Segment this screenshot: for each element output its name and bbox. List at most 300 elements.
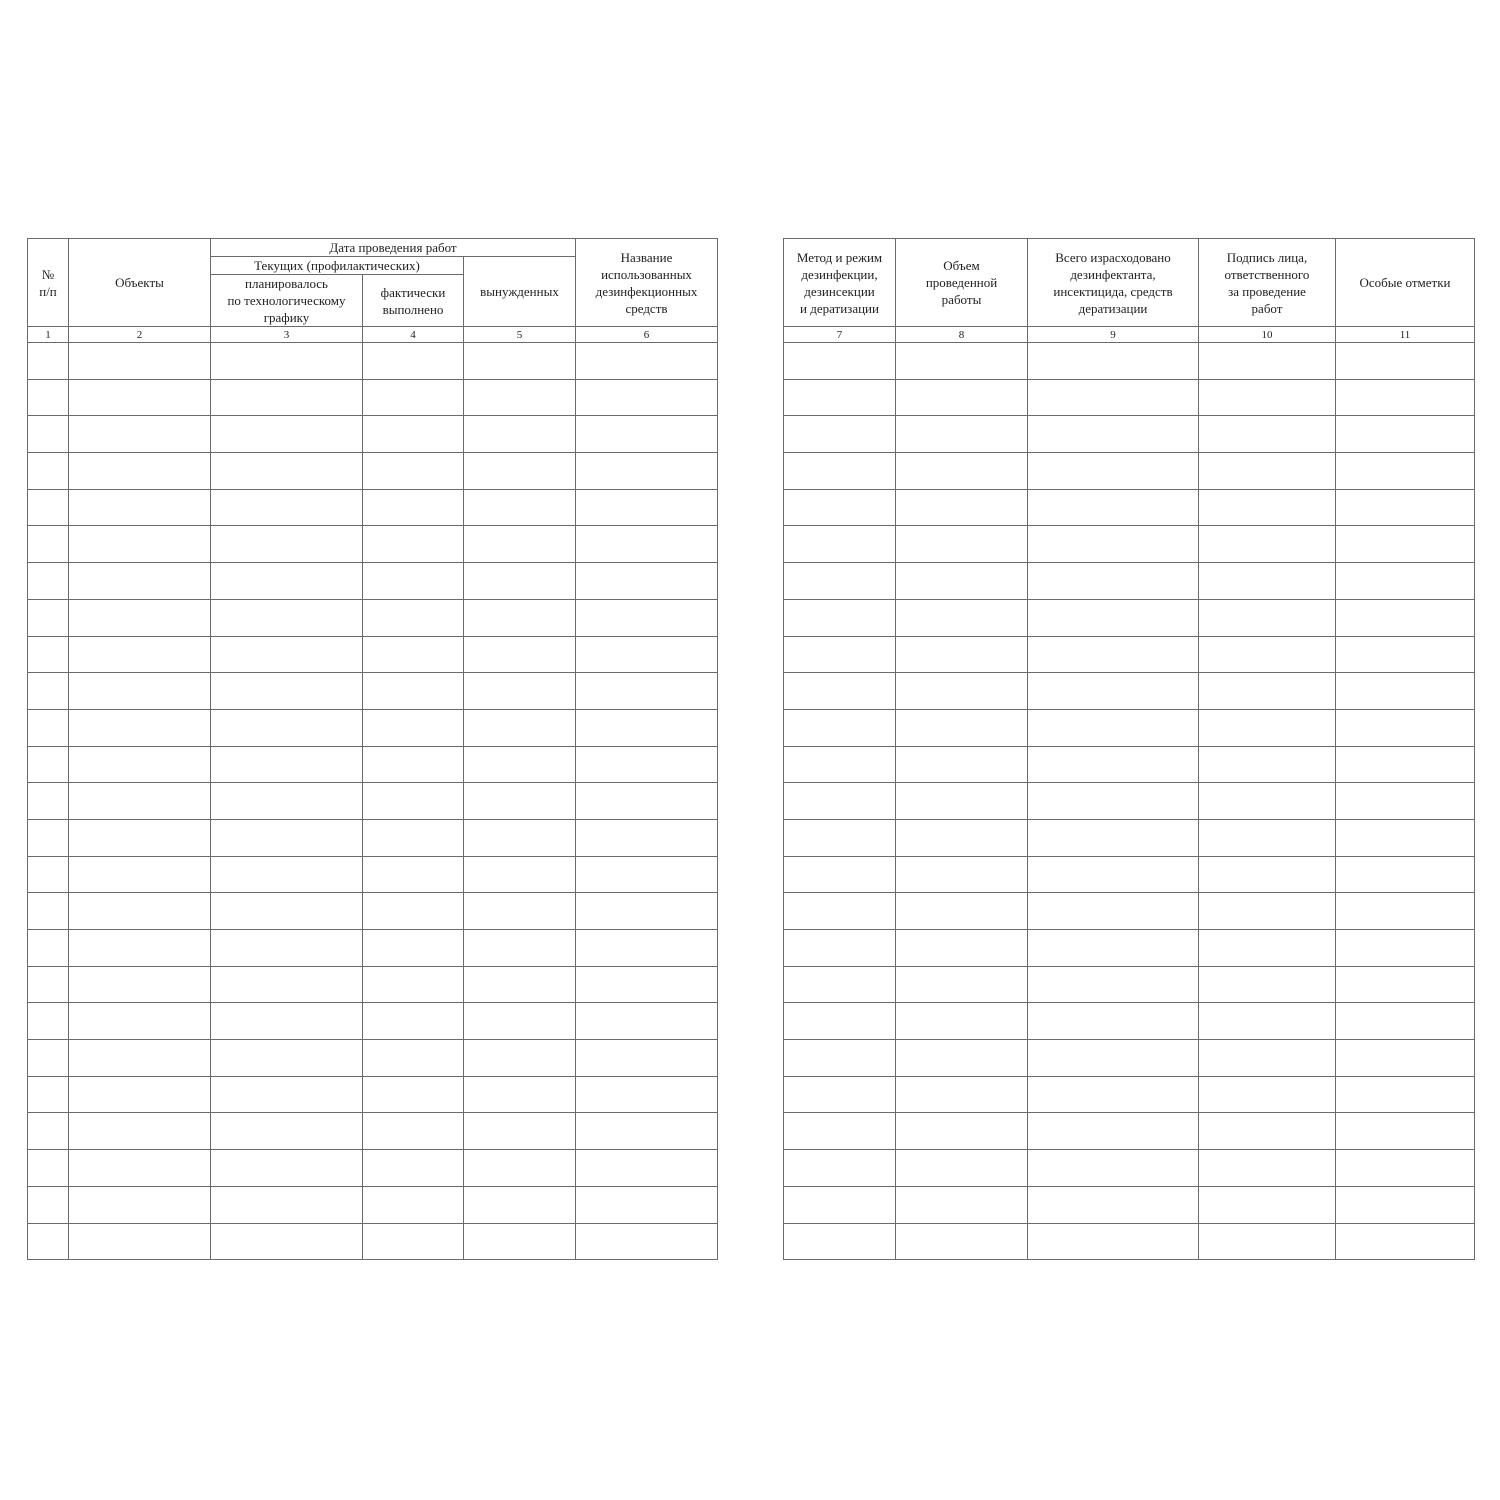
- left-blank-cell[interactable]: [69, 819, 211, 856]
- left-table-row: [28, 1150, 718, 1187]
- right-blank-cell[interactable]: [1199, 1150, 1336, 1187]
- right-blank-cell[interactable]: [784, 599, 896, 636]
- left-blank-cell[interactable]: [363, 819, 464, 856]
- right-blank-cell[interactable]: [896, 1223, 1028, 1260]
- right-blank-cell[interactable]: [1336, 1186, 1475, 1223]
- left-blank-cell[interactable]: [211, 856, 363, 893]
- left-blank-cell[interactable]: [464, 416, 576, 453]
- right-blank-cell[interactable]: [896, 966, 1028, 1003]
- right-blank-cell[interactable]: [1336, 563, 1475, 600]
- right-blank-cell[interactable]: [1199, 856, 1336, 893]
- right-blank-cell[interactable]: [1336, 856, 1475, 893]
- left-blank-cell[interactable]: [576, 783, 718, 820]
- left-blank-cell[interactable]: [69, 636, 211, 673]
- left-blank-cell[interactable]: [464, 1003, 576, 1040]
- right-blank-cell[interactable]: [896, 599, 1028, 636]
- left-blank-cell[interactable]: [363, 636, 464, 673]
- right-blank-cell[interactable]: [784, 1150, 896, 1187]
- right-table-row: [784, 1076, 1475, 1113]
- right-blank-cell[interactable]: [1336, 416, 1475, 453]
- right-table-row: [784, 599, 1475, 636]
- left-blank-cell[interactable]: [69, 746, 211, 783]
- right-blank-cell[interactable]: [896, 819, 1028, 856]
- left-blank-cell[interactable]: [464, 526, 576, 563]
- left-blank-cell[interactable]: [69, 563, 211, 600]
- left-blank-cell[interactable]: [28, 930, 69, 967]
- left-table-row: [28, 526, 718, 563]
- right-blank-cell[interactable]: [896, 783, 1028, 820]
- right-blank-cell[interactable]: [784, 673, 896, 710]
- left-blank-cell[interactable]: [28, 709, 69, 746]
- right-blank-cell[interactable]: [1028, 636, 1199, 673]
- left-blank-cell[interactable]: [363, 453, 464, 490]
- right-blank-cell[interactable]: [896, 563, 1028, 600]
- left-blank-cell[interactable]: [576, 1150, 718, 1187]
- right-blank-cell[interactable]: [896, 1040, 1028, 1077]
- left-blank-cell[interactable]: [69, 453, 211, 490]
- left-blank-cell[interactable]: [28, 819, 69, 856]
- right-blank-cell[interactable]: [784, 819, 896, 856]
- left-blank-cell[interactable]: [464, 783, 576, 820]
- right-blank-cell[interactable]: [1199, 783, 1336, 820]
- left-blank-cell[interactable]: [211, 563, 363, 600]
- right-blank-cell[interactable]: [1336, 526, 1475, 563]
- left-table-row: [28, 930, 718, 967]
- right-blank-cell[interactable]: [1199, 526, 1336, 563]
- left-blank-cell[interactable]: [69, 526, 211, 563]
- right-blank-cell[interactable]: [1336, 673, 1475, 710]
- right-blank-cell[interactable]: [784, 966, 896, 1003]
- right-blank-cell[interactable]: [1336, 1150, 1475, 1187]
- right-blank-cell[interactable]: [1028, 1076, 1199, 1113]
- right-blank-cell[interactable]: [1028, 343, 1199, 380]
- right-blank-cell[interactable]: [1028, 416, 1199, 453]
- left-blank-cell[interactable]: [464, 673, 576, 710]
- left-table-row: [28, 673, 718, 710]
- right-blank-cell[interactable]: [1028, 379, 1199, 416]
- left-blank-cell[interactable]: [28, 1113, 69, 1150]
- left-blank-cell[interactable]: [28, 416, 69, 453]
- left-blank-cell[interactable]: [576, 1040, 718, 1077]
- right-blank-cell[interactable]: [896, 746, 1028, 783]
- left-blank-cell[interactable]: [69, 709, 211, 746]
- left-blank-cell[interactable]: [576, 1113, 718, 1150]
- right-blank-cell[interactable]: [1028, 1186, 1199, 1223]
- left-blank-cell[interactable]: [363, 379, 464, 416]
- left-blank-cell[interactable]: [69, 1223, 211, 1260]
- left-blank-cell[interactable]: [576, 563, 718, 600]
- right-blank-cell[interactable]: [1028, 783, 1199, 820]
- right-table-row: [784, 1003, 1475, 1040]
- right-blank-cell[interactable]: [1336, 636, 1475, 673]
- left-blank-cell[interactable]: [464, 636, 576, 673]
- left-blank-cell[interactable]: [69, 856, 211, 893]
- right-blank-cell[interactable]: [896, 1076, 1028, 1113]
- right-blank-cell[interactable]: [1336, 966, 1475, 1003]
- right-blank-cell[interactable]: [784, 1076, 896, 1113]
- right-blank-cell[interactable]: [1336, 453, 1475, 490]
- right-blank-cell[interactable]: [1336, 1113, 1475, 1150]
- right-table-row: [784, 746, 1475, 783]
- right-blank-cell[interactable]: [896, 453, 1028, 490]
- left-blank-cell[interactable]: [28, 673, 69, 710]
- right-blank-cell[interactable]: [896, 489, 1028, 526]
- right-blank-cell[interactable]: [1336, 599, 1475, 636]
- right-blank-cell[interactable]: [1336, 893, 1475, 930]
- left-blank-cell[interactable]: [464, 856, 576, 893]
- right-blank-cell[interactable]: [1028, 709, 1199, 746]
- right-blank-cell[interactable]: [1336, 1076, 1475, 1113]
- left-blank-cell[interactable]: [464, 746, 576, 783]
- right-blank-cell[interactable]: [1028, 453, 1199, 490]
- right-blank-cell[interactable]: [1199, 709, 1336, 746]
- right-blank-cell[interactable]: [1199, 453, 1336, 490]
- left-blank-cell[interactable]: [211, 1150, 363, 1187]
- left-blank-cell[interactable]: [363, 1150, 464, 1187]
- right-blank-cell[interactable]: [1028, 563, 1199, 600]
- left-table-row: [28, 1186, 718, 1223]
- left-blank-cell[interactable]: [576, 1076, 718, 1113]
- left-blank-cell[interactable]: [69, 379, 211, 416]
- left-blank-cell[interactable]: [211, 489, 363, 526]
- left-blank-cell[interactable]: [363, 489, 464, 526]
- right-table-row: [784, 1150, 1475, 1187]
- right-blank-cell[interactable]: [1199, 966, 1336, 1003]
- right-blank-cell[interactable]: [1028, 930, 1199, 967]
- left-blank-cell[interactable]: [464, 930, 576, 967]
- right-blank-cell[interactable]: [784, 343, 896, 380]
- left-blank-cell[interactable]: [464, 893, 576, 930]
- left-table-row: [28, 1040, 718, 1077]
- right-table-row: [784, 636, 1475, 673]
- right-blank-cell[interactable]: [1199, 1186, 1336, 1223]
- left-blank-cell[interactable]: [28, 489, 69, 526]
- right-blank-cell[interactable]: [896, 343, 1028, 380]
- left-blank-cell[interactable]: [363, 1076, 464, 1113]
- right-blank-cell[interactable]: [1336, 783, 1475, 820]
- left-blank-cell[interactable]: [464, 453, 576, 490]
- right-blank-cell[interactable]: [784, 636, 896, 673]
- right-blank-cell[interactable]: [1028, 489, 1199, 526]
- left-blank-cell[interactable]: [69, 1186, 211, 1223]
- left-blank-cell[interactable]: [28, 1040, 69, 1077]
- right-blank-cell[interactable]: [784, 783, 896, 820]
- left-table-row: [28, 966, 718, 1003]
- left-blank-cell[interactable]: [464, 563, 576, 600]
- right-blank-cell[interactable]: [784, 746, 896, 783]
- right-blank-cell[interactable]: [784, 563, 896, 600]
- right-blank-cell[interactable]: [896, 416, 1028, 453]
- left-blank-cell[interactable]: [211, 930, 363, 967]
- left-blank-cell[interactable]: [211, 343, 363, 380]
- right-blank-cell[interactable]: [784, 489, 896, 526]
- left-blank-cell[interactable]: [576, 416, 718, 453]
- left-blank-cell[interactable]: [28, 599, 69, 636]
- left-blank-cell[interactable]: [363, 343, 464, 380]
- left-blank-cell[interactable]: [363, 1040, 464, 1077]
- right-blank-cell[interactable]: [1028, 673, 1199, 710]
- left-blank-cell[interactable]: [363, 673, 464, 710]
- left-blank-cell[interactable]: [576, 1003, 718, 1040]
- left-blank-cell[interactable]: [211, 893, 363, 930]
- left-blank-cell[interactable]: [211, 599, 363, 636]
- left-journal-table: [27, 238, 718, 1260]
- left-blank-cell[interactable]: [28, 343, 69, 380]
- left-blank-cell[interactable]: [363, 966, 464, 1003]
- right-blank-cell[interactable]: [1199, 563, 1336, 600]
- right-blank-cell[interactable]: [896, 379, 1028, 416]
- left-blank-cell[interactable]: [69, 783, 211, 820]
- left-blank-cell[interactable]: [211, 1003, 363, 1040]
- right-blank-cell[interactable]: [896, 930, 1028, 967]
- left-blank-cell[interactable]: [363, 1223, 464, 1260]
- left-blank-cell[interactable]: [211, 1040, 363, 1077]
- right-blank-cell[interactable]: [1336, 1040, 1475, 1077]
- left-blank-cell[interactable]: [28, 453, 69, 490]
- right-blank-cell[interactable]: [1199, 1113, 1336, 1150]
- left-blank-cell[interactable]: [576, 746, 718, 783]
- left-blank-cell[interactable]: [363, 1186, 464, 1223]
- left-blank-cell[interactable]: [28, 1076, 69, 1113]
- left-blank-cell[interactable]: [211, 966, 363, 1003]
- right-blank-cell[interactable]: [1028, 1003, 1199, 1040]
- left-blank-cell[interactable]: [576, 599, 718, 636]
- left-blank-cell[interactable]: [464, 1186, 576, 1223]
- left-blank-cell[interactable]: [464, 1076, 576, 1113]
- right-blank-cell[interactable]: [1199, 379, 1336, 416]
- right-blank-cell[interactable]: [896, 1186, 1028, 1223]
- right-blank-cell[interactable]: [1336, 1003, 1475, 1040]
- right-blank-cell[interactable]: [1336, 1223, 1475, 1260]
- right-blank-cell[interactable]: [784, 453, 896, 490]
- right-blank-cell[interactable]: [1199, 599, 1336, 636]
- left-blank-cell[interactable]: [211, 636, 363, 673]
- right-blank-cell[interactable]: [784, 1223, 896, 1260]
- right-blank-cell[interactable]: [1199, 930, 1336, 967]
- left-blank-cell[interactable]: [576, 819, 718, 856]
- right-blank-cell[interactable]: [896, 893, 1028, 930]
- right-blank-cell[interactable]: [1028, 1223, 1199, 1260]
- left-blank-cell[interactable]: [363, 526, 464, 563]
- left-blank-cell[interactable]: [576, 343, 718, 380]
- left-blank-cell[interactable]: [211, 1076, 363, 1113]
- right-blank-cell[interactable]: [896, 1003, 1028, 1040]
- left-blank-cell[interactable]: [464, 489, 576, 526]
- left-blank-cell[interactable]: [363, 930, 464, 967]
- right-blank-cell[interactable]: [1028, 966, 1199, 1003]
- right-blank-cell[interactable]: [1199, 343, 1336, 380]
- right-blank-cell[interactable]: [1199, 416, 1336, 453]
- right-blank-cell[interactable]: [896, 526, 1028, 563]
- left-blank-cell[interactable]: [28, 746, 69, 783]
- right-blank-cell[interactable]: [1336, 489, 1475, 526]
- left-blank-cell[interactable]: [211, 1223, 363, 1260]
- left-blank-cell[interactable]: [464, 379, 576, 416]
- right-blank-cell[interactable]: [1336, 819, 1475, 856]
- left-blank-cell[interactable]: [69, 416, 211, 453]
- left-blank-cell[interactable]: [69, 893, 211, 930]
- left-blank-cell[interactable]: [464, 966, 576, 1003]
- right-blank-cell[interactable]: [1028, 1150, 1199, 1187]
- left-blank-cell[interactable]: [576, 856, 718, 893]
- right-blank-cell[interactable]: [1199, 1223, 1336, 1260]
- left-blank-cell[interactable]: [576, 673, 718, 710]
- left-blank-cell[interactable]: [69, 343, 211, 380]
- left-blank-cell[interactable]: [576, 489, 718, 526]
- left-blank-cell[interactable]: [464, 1150, 576, 1187]
- left-blank-cell[interactable]: [28, 893, 69, 930]
- right-blank-cell[interactable]: [1028, 819, 1199, 856]
- right-blank-cell[interactable]: [1028, 746, 1199, 783]
- header-responsible-signature: Подпись лица, ответственного за проведение работ: [1199, 239, 1336, 327]
- right-blank-cell[interactable]: [1199, 746, 1336, 783]
- left-blank-cell[interactable]: [211, 526, 363, 563]
- left-blank-cell[interactable]: [576, 453, 718, 490]
- left-blank-cell[interactable]: [211, 379, 363, 416]
- left-blank-cell[interactable]: [211, 819, 363, 856]
- column-number-9: 9: [1028, 327, 1199, 343]
- left-blank-cell[interactable]: [464, 599, 576, 636]
- left-blank-cell[interactable]: [363, 709, 464, 746]
- left-blank-cell[interactable]: [211, 673, 363, 710]
- right-blank-cell[interactable]: [1199, 1040, 1336, 1077]
- right-blank-cell[interactable]: [1028, 856, 1199, 893]
- right-table-row: [784, 416, 1475, 453]
- left-blank-cell[interactable]: [464, 343, 576, 380]
- right-blank-cell[interactable]: [1199, 673, 1336, 710]
- left-blank-cell[interactable]: [211, 783, 363, 820]
- left-blank-cell[interactable]: [28, 1150, 69, 1187]
- left-blank-cell[interactable]: [28, 1223, 69, 1260]
- right-table-row: [784, 343, 1475, 380]
- left-blank-cell[interactable]: [363, 746, 464, 783]
- left-blank-cell[interactable]: [363, 416, 464, 453]
- left-blank-cell[interactable]: [28, 563, 69, 600]
- left-blank-cell[interactable]: [69, 966, 211, 1003]
- right-blank-cell[interactable]: [784, 1186, 896, 1223]
- left-blank-cell[interactable]: [211, 709, 363, 746]
- left-blank-cell[interactable]: [69, 1040, 211, 1077]
- left-blank-cell[interactable]: [576, 966, 718, 1003]
- left-blank-cell[interactable]: [28, 379, 69, 416]
- right-blank-cell[interactable]: [1336, 930, 1475, 967]
- left-blank-cell[interactable]: [211, 453, 363, 490]
- left-blank-cell[interactable]: [28, 1186, 69, 1223]
- left-blank-cell[interactable]: [464, 1223, 576, 1260]
- right-blank-cell[interactable]: [784, 930, 896, 967]
- left-blank-cell[interactable]: [363, 856, 464, 893]
- left-blank-cell[interactable]: [28, 783, 69, 820]
- right-blank-cell[interactable]: [1028, 526, 1199, 563]
- right-blank-cell[interactable]: [784, 893, 896, 930]
- right-blank-cell[interactable]: [784, 856, 896, 893]
- left-blank-cell[interactable]: [363, 1113, 464, 1150]
- left-blank-cell[interactable]: [363, 783, 464, 820]
- right-blank-cell[interactable]: [1028, 599, 1199, 636]
- left-blank-cell[interactable]: [69, 673, 211, 710]
- right-blank-cell[interactable]: [784, 416, 896, 453]
- left-blank-cell[interactable]: [464, 819, 576, 856]
- left-blank-cell[interactable]: [211, 416, 363, 453]
- left-blank-cell[interactable]: [363, 599, 464, 636]
- left-blank-cell[interactable]: [28, 1003, 69, 1040]
- right-blank-cell[interactable]: [784, 526, 896, 563]
- right-blank-cell[interactable]: [896, 1113, 1028, 1150]
- left-blank-cell[interactable]: [363, 1003, 464, 1040]
- right-blank-cell[interactable]: [1336, 379, 1475, 416]
- left-blank-cell[interactable]: [28, 856, 69, 893]
- left-blank-cell[interactable]: [211, 1113, 363, 1150]
- right-blank-cell[interactable]: [784, 1113, 896, 1150]
- left-blank-cell[interactable]: [69, 1150, 211, 1187]
- right-blank-cell[interactable]: [1336, 709, 1475, 746]
- right-blank-cell[interactable]: [784, 1003, 896, 1040]
- right-table-row: [784, 1223, 1475, 1260]
- right-blank-cell[interactable]: [1028, 893, 1199, 930]
- right-blank-cell[interactable]: [896, 709, 1028, 746]
- left-blank-cell[interactable]: [69, 489, 211, 526]
- left-blank-cell[interactable]: [69, 599, 211, 636]
- right-blank-cell[interactable]: [1199, 819, 1336, 856]
- left-blank-cell[interactable]: [576, 379, 718, 416]
- left-blank-cell[interactable]: [69, 1003, 211, 1040]
- left-blank-cell[interactable]: [576, 526, 718, 563]
- right-blank-cell[interactable]: [784, 709, 896, 746]
- left-blank-cell[interactable]: [576, 709, 718, 746]
- header-disinfectant-name: Название использованных дезинфекционных средств: [576, 239, 718, 327]
- left-blank-cell[interactable]: [464, 1040, 576, 1077]
- left-blank-cell[interactable]: [28, 636, 69, 673]
- right-blank-cell[interactable]: [1199, 636, 1336, 673]
- right-blank-cell[interactable]: [1199, 1076, 1336, 1113]
- right-blank-cell[interactable]: [896, 636, 1028, 673]
- right-blank-cell[interactable]: [896, 673, 1028, 710]
- left-blank-cell[interactable]: [576, 893, 718, 930]
- right-blank-cell[interactable]: [1199, 893, 1336, 930]
- left-blank-cell[interactable]: [28, 526, 69, 563]
- left-blank-cell[interactable]: [576, 1223, 718, 1260]
- left-table-row: [28, 1223, 718, 1260]
- right-blank-cell[interactable]: [1199, 489, 1336, 526]
- right-blank-cell[interactable]: [784, 1040, 896, 1077]
- left-blank-cell[interactable]: [69, 1076, 211, 1113]
- left-blank-cell[interactable]: [464, 1113, 576, 1150]
- right-table-row: [784, 1113, 1475, 1150]
- left-blank-cell[interactable]: [69, 930, 211, 967]
- right-blank-cell[interactable]: [1199, 1003, 1336, 1040]
- right-blank-cell[interactable]: [1336, 343, 1475, 380]
- right-journal-table: [783, 238, 1475, 1260]
- right-blank-cell[interactable]: [1336, 746, 1475, 783]
- right-blank-cell[interactable]: [784, 379, 896, 416]
- right-blank-cell[interactable]: [1028, 1113, 1199, 1150]
- right-table-row: [784, 819, 1475, 856]
- left-blank-cell[interactable]: [576, 930, 718, 967]
- left-blank-cell[interactable]: [28, 966, 69, 1003]
- left-blank-cell[interactable]: [211, 1186, 363, 1223]
- left-blank-cell[interactable]: [576, 636, 718, 673]
- right-table-row: [784, 1186, 1475, 1223]
- left-blank-cell[interactable]: [211, 746, 363, 783]
- left-blank-cell[interactable]: [464, 709, 576, 746]
- left-blank-cell[interactable]: [363, 893, 464, 930]
- left-blank-cell[interactable]: [363, 563, 464, 600]
- right-blank-cell[interactable]: [896, 856, 1028, 893]
- left-blank-cell[interactable]: [576, 1186, 718, 1223]
- left-blank-cell[interactable]: [69, 1113, 211, 1150]
- right-blank-cell[interactable]: [896, 1150, 1028, 1187]
- right-blank-cell[interactable]: [1028, 1040, 1199, 1077]
